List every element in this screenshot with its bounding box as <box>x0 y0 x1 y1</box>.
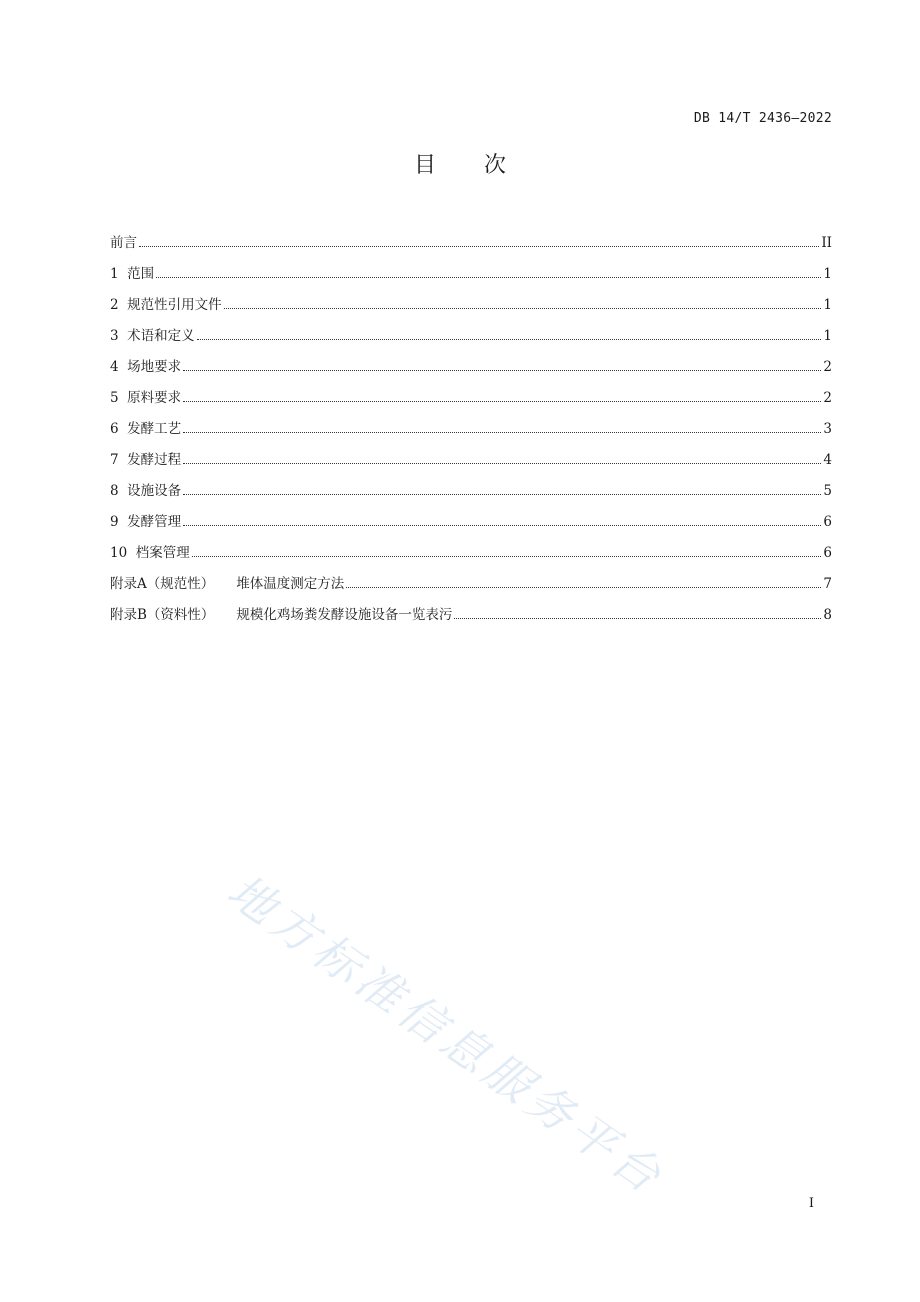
toc-entry-number: 4 <box>110 359 128 375</box>
toc-entry-appendix-b[interactable] <box>110 605 832 636</box>
toc-entry-label: 场地要求 <box>127 359 182 375</box>
toc-entry-label: 设施设备 <box>127 483 182 499</box>
watermark: 地方标准信息服务平台 <box>217 863 675 1206</box>
toc-entry-number: 1 <box>110 266 128 282</box>
toc-entry-number: 6 <box>110 421 128 437</box>
toc-entry-page: 1 <box>823 328 832 344</box>
dot-leader <box>183 432 821 433</box>
toc-entry-number: 9 <box>110 514 128 530</box>
toc-entry-page: 5 <box>823 483 832 499</box>
toc-entry-label: 发酵过程 <box>127 452 182 468</box>
toc-entry-number: 10 <box>110 545 136 561</box>
toc-entry-subtitle: 规模化鸡场粪发酵设施设备一览表污 <box>236 607 453 623</box>
dot-leader <box>197 339 822 340</box>
page-number: I <box>808 1196 814 1211</box>
toc-entry-label: 发酵工艺 <box>127 421 182 437</box>
toc-entry-label: 档案管理 <box>135 545 190 561</box>
toc-entry-page: 3 <box>823 421 832 437</box>
toc-entry-page: 8 <box>823 607 832 623</box>
toc-entry-page: 6 <box>823 514 832 530</box>
toc-entry[interactable] <box>110 326 832 357</box>
document-code: DB 14/T 2436—2022 <box>693 111 832 126</box>
toc-entry[interactable] <box>110 388 832 419</box>
dot-leader <box>192 556 822 557</box>
toc-entry-page: 6 <box>823 545 832 561</box>
toc-entry[interactable] <box>110 295 832 326</box>
toc-entry-label: 附录A（规范性） <box>110 576 215 592</box>
toc-entry-label: 前言 <box>110 235 137 251</box>
toc-entry[interactable] <box>110 264 832 295</box>
toc-entry-label: 范围 <box>127 266 155 282</box>
dot-leader <box>156 277 821 278</box>
toc-entry-label: 原料要求 <box>127 390 182 406</box>
dot-leader <box>139 246 819 247</box>
toc-entry-number: 7 <box>110 452 128 468</box>
toc-entry-page: 2 <box>823 359 832 375</box>
toc-entry-number: 8 <box>110 483 128 499</box>
toc-entry-page: II <box>821 235 832 251</box>
toc-list <box>110 233 832 636</box>
dot-leader <box>183 525 821 526</box>
toc-entry[interactable] <box>110 419 832 450</box>
dot-leader <box>183 370 821 371</box>
toc-entry-page: 1 <box>823 297 832 313</box>
toc-entry-number: 5 <box>110 390 128 406</box>
dot-leader <box>346 587 821 588</box>
toc-entry-page: 2 <box>823 390 832 406</box>
toc-entry-subtitle: 堆体温度测定方法 <box>236 576 345 592</box>
toc-title: 目次 <box>413 153 554 178</box>
toc-entry[interactable] <box>110 233 832 264</box>
toc-entry-page: 4 <box>823 452 832 468</box>
toc-entry-label: 附录B（资料性） <box>110 607 215 623</box>
toc-entry-page: 1 <box>823 266 832 282</box>
toc-entry[interactable] <box>110 543 832 574</box>
toc-entry-page: 7 <box>823 576 832 592</box>
toc-entry-label: 术语和定义 <box>127 328 195 344</box>
toc-entry[interactable] <box>110 481 832 512</box>
dot-leader <box>454 618 821 619</box>
toc-entry[interactable] <box>110 357 832 388</box>
toc-entry-label: 规范性引用文件 <box>127 297 222 313</box>
toc-entry[interactable] <box>110 450 832 481</box>
dot-leader <box>183 494 821 495</box>
dot-leader <box>224 308 822 309</box>
toc-entry[interactable] <box>110 512 832 543</box>
toc-entry-appendix-a[interactable] <box>110 574 832 605</box>
toc-entry-number: 3 <box>110 328 128 344</box>
toc-entry-number: 2 <box>110 297 128 313</box>
toc-entry-label: 发酵管理 <box>127 514 182 530</box>
dot-leader <box>183 401 821 402</box>
dot-leader <box>183 463 821 464</box>
